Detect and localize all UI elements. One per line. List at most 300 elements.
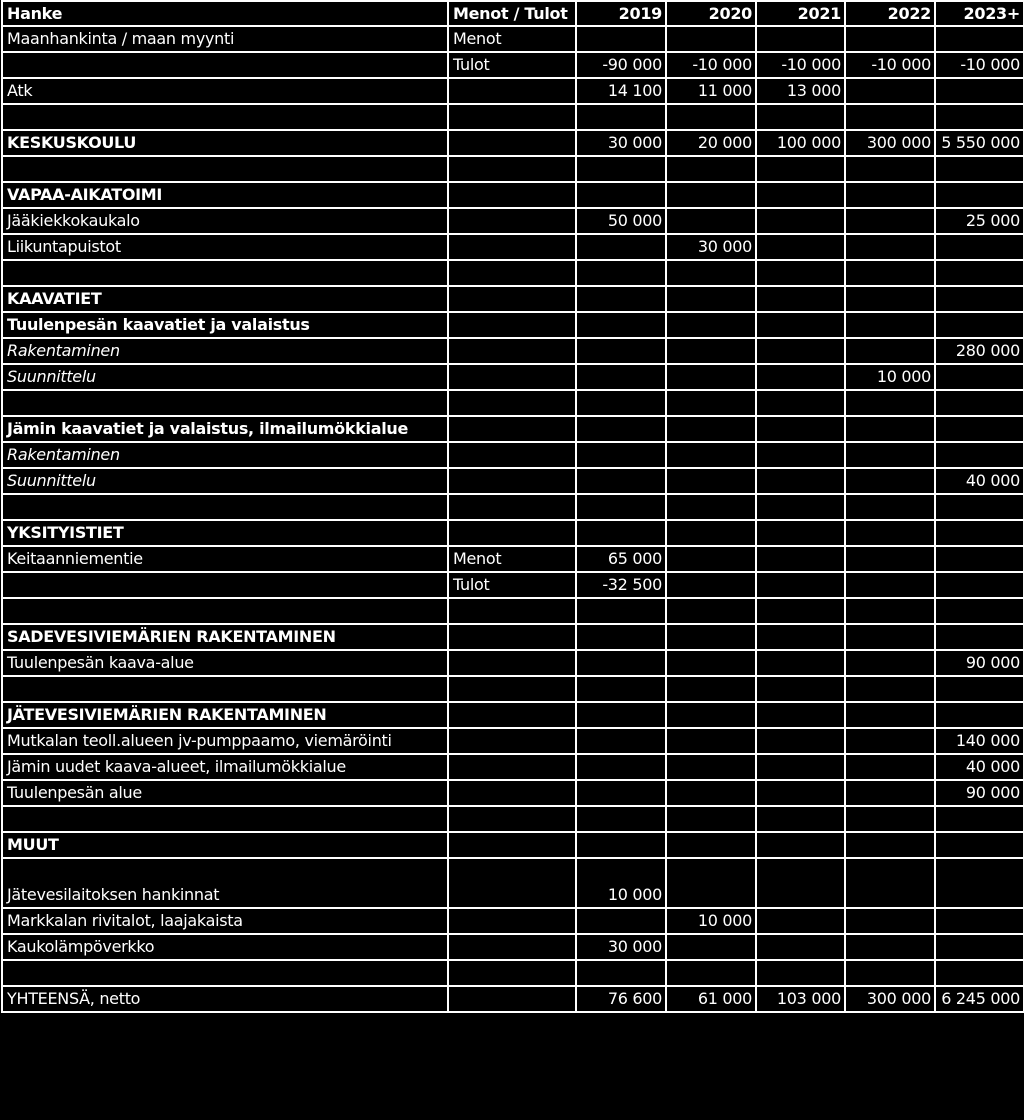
menot-tulot-cell[interactable] xyxy=(448,130,576,156)
empty-cell[interactable] xyxy=(935,494,1024,520)
project-label-cell[interactable]: Tuulenpesän kaavatiet ja valaistus xyxy=(2,312,448,338)
project-label-cell[interactable]: YHTEENSÄ, netto xyxy=(2,986,448,1012)
value-cell[interactable] xyxy=(845,546,935,572)
value-cell[interactable] xyxy=(845,520,935,546)
value-cell[interactable]: 280 000 xyxy=(935,338,1024,364)
value-cell[interactable] xyxy=(576,338,666,364)
empty-cell[interactable] xyxy=(2,156,448,182)
value-cell[interactable] xyxy=(666,468,756,494)
value-cell[interactable] xyxy=(756,208,845,234)
value-cell[interactable] xyxy=(666,858,756,908)
menot-tulot-cell[interactable]: Tulot xyxy=(448,52,576,78)
value-cell[interactable] xyxy=(756,934,845,960)
empty-cell[interactable] xyxy=(845,676,935,702)
value-cell[interactable] xyxy=(666,364,756,390)
empty-cell[interactable] xyxy=(756,806,845,832)
empty-cell[interactable] xyxy=(448,390,576,416)
menot-tulot-cell[interactable] xyxy=(448,416,576,442)
value-cell[interactable] xyxy=(576,364,666,390)
value-cell[interactable] xyxy=(935,702,1024,728)
empty-cell[interactable] xyxy=(2,104,448,130)
empty-cell[interactable] xyxy=(935,390,1024,416)
value-cell[interactable] xyxy=(935,182,1024,208)
value-cell[interactable] xyxy=(845,832,935,858)
empty-cell[interactable] xyxy=(576,806,666,832)
empty-cell[interactable] xyxy=(448,104,576,130)
value-cell[interactable] xyxy=(576,234,666,260)
value-cell[interactable]: 14 100 xyxy=(576,78,666,104)
value-cell[interactable]: 30 000 xyxy=(576,934,666,960)
value-cell[interactable]: 40 000 xyxy=(935,468,1024,494)
table-row xyxy=(2,934,1024,960)
empty-cell[interactable] xyxy=(666,960,756,986)
project-label-cell[interactable]: Liikuntapuistot xyxy=(2,234,448,260)
value-cell[interactable] xyxy=(576,416,666,442)
table-row xyxy=(2,52,1024,78)
value-cell[interactable] xyxy=(576,442,666,468)
value-cell[interactable] xyxy=(756,728,845,754)
value-cell[interactable] xyxy=(576,728,666,754)
project-label-cell[interactable]: KAAVATIET xyxy=(2,286,448,312)
value-cell[interactable] xyxy=(576,780,666,806)
project-label-cell[interactable]: YKSITYISTIET xyxy=(2,520,448,546)
value-cell[interactable] xyxy=(576,286,666,312)
value-cell[interactable]: 11 000 xyxy=(666,78,756,104)
value-cell[interactable] xyxy=(666,934,756,960)
menot-tulot-cell[interactable] xyxy=(448,908,576,934)
value-cell[interactable] xyxy=(845,858,935,908)
value-cell[interactable] xyxy=(756,650,845,676)
value-cell[interactable]: -10 000 xyxy=(935,52,1024,78)
empty-cell[interactable] xyxy=(935,598,1024,624)
value-cell[interactable] xyxy=(756,312,845,338)
value-cell[interactable] xyxy=(845,702,935,728)
value-cell[interactable] xyxy=(756,182,845,208)
menot-tulot-cell[interactable] xyxy=(448,364,576,390)
value-cell[interactable] xyxy=(756,286,845,312)
value-cell[interactable] xyxy=(576,908,666,934)
value-cell[interactable] xyxy=(756,546,845,572)
value-cell[interactable] xyxy=(666,650,756,676)
value-cell[interactable] xyxy=(666,416,756,442)
value-cell[interactable]: 10 000 xyxy=(666,908,756,934)
project-label-cell[interactable] xyxy=(2,52,448,78)
section-row xyxy=(2,286,1024,312)
empty-cell[interactable] xyxy=(666,260,756,286)
value-cell[interactable] xyxy=(845,754,935,780)
value-cell[interactable] xyxy=(666,208,756,234)
value-cell[interactable] xyxy=(845,728,935,754)
empty-cell[interactable] xyxy=(2,960,448,986)
value-cell[interactable] xyxy=(845,780,935,806)
value-cell[interactable] xyxy=(576,754,666,780)
value-cell[interactable] xyxy=(666,286,756,312)
empty-cell[interactable] xyxy=(2,806,448,832)
empty-cell[interactable] xyxy=(2,676,448,702)
project-label-cell[interactable]: Jämin kaavatiet ja valaistus, ilmailumökkialue xyxy=(2,416,448,442)
value-cell[interactable]: 13 000 xyxy=(756,78,845,104)
value-cell[interactable] xyxy=(935,234,1024,260)
table-row xyxy=(2,908,1024,934)
empty-cell[interactable] xyxy=(448,494,576,520)
project-label-cell[interactable]: Rakentaminen xyxy=(2,338,448,364)
value-cell[interactable] xyxy=(756,442,845,468)
value-cell[interactable] xyxy=(845,624,935,650)
value-cell[interactable]: 20 000 xyxy=(666,130,756,156)
value-cell[interactable] xyxy=(666,624,756,650)
project-label-cell[interactable]: Jätevesilaitoksen hankinnat xyxy=(2,858,448,908)
value-cell[interactable] xyxy=(756,858,845,908)
value-cell[interactable]: 30 000 xyxy=(666,234,756,260)
section-row xyxy=(2,182,1024,208)
value-cell[interactable] xyxy=(845,442,935,468)
empty-cell[interactable] xyxy=(666,806,756,832)
value-cell[interactable]: 103 000 xyxy=(756,986,845,1012)
value-cell[interactable] xyxy=(666,26,756,52)
value-cell[interactable] xyxy=(845,650,935,676)
project-label-cell[interactable]: JÄTEVESIVIEMÄRIEN RAKENTAMINEN xyxy=(2,702,448,728)
value-cell[interactable] xyxy=(756,234,845,260)
value-cell[interactable] xyxy=(845,338,935,364)
empty-cell[interactable] xyxy=(935,960,1024,986)
value-cell[interactable] xyxy=(845,286,935,312)
menot-tulot-cell[interactable] xyxy=(448,624,576,650)
value-cell[interactable] xyxy=(756,364,845,390)
empty-cell[interactable] xyxy=(756,390,845,416)
table-row xyxy=(2,234,1024,260)
value-cell[interactable] xyxy=(756,754,845,780)
empty-cell[interactable] xyxy=(2,598,448,624)
project-label-cell[interactable]: Tuulenpesän kaava-alue xyxy=(2,650,448,676)
table-row xyxy=(2,546,1024,572)
header-row xyxy=(2,1,1024,26)
value-cell[interactable]: -10 000 xyxy=(845,52,935,78)
empty-cell[interactable] xyxy=(756,156,845,182)
value-cell[interactable] xyxy=(576,468,666,494)
menot-tulot-cell[interactable] xyxy=(448,986,576,1012)
value-cell[interactable] xyxy=(666,520,756,546)
empty-cell[interactable] xyxy=(935,676,1024,702)
table-row xyxy=(2,78,1024,104)
menot-tulot-cell[interactable] xyxy=(448,728,576,754)
value-cell[interactable]: 10 000 xyxy=(576,858,666,908)
header-cell: 2019 xyxy=(576,1,666,26)
menot-tulot-cell[interactable] xyxy=(448,780,576,806)
value-cell[interactable] xyxy=(756,702,845,728)
spacer-row xyxy=(2,806,1024,832)
value-cell[interactable] xyxy=(756,572,845,598)
table-row xyxy=(2,858,1024,908)
value-cell[interactable] xyxy=(935,78,1024,104)
value-cell[interactable]: 300 000 xyxy=(845,130,935,156)
value-cell[interactable] xyxy=(576,26,666,52)
empty-cell[interactable] xyxy=(576,598,666,624)
value-cell[interactable] xyxy=(935,364,1024,390)
value-cell[interactable] xyxy=(845,234,935,260)
empty-cell[interactable] xyxy=(845,494,935,520)
value-cell[interactable] xyxy=(935,832,1024,858)
empty-cell[interactable] xyxy=(845,960,935,986)
value-cell[interactable] xyxy=(576,520,666,546)
project-label-cell[interactable] xyxy=(2,572,448,598)
value-cell[interactable] xyxy=(576,182,666,208)
project-label-cell[interactable]: Mutkalan teoll.alueen jv-pumppaamo, viemäröinti xyxy=(2,728,448,754)
header-cell: 2020 xyxy=(666,1,756,26)
empty-cell[interactable] xyxy=(448,960,576,986)
value-cell[interactable] xyxy=(756,26,845,52)
value-cell[interactable] xyxy=(845,182,935,208)
empty-cell[interactable] xyxy=(448,676,576,702)
empty-cell[interactable] xyxy=(576,494,666,520)
value-cell[interactable] xyxy=(935,546,1024,572)
menot-tulot-cell[interactable] xyxy=(448,832,576,858)
empty-cell[interactable] xyxy=(666,494,756,520)
empty-cell[interactable] xyxy=(845,156,935,182)
value-cell[interactable] xyxy=(935,442,1024,468)
value-cell[interactable]: 300 000 xyxy=(845,986,935,1012)
value-cell[interactable] xyxy=(666,780,756,806)
empty-cell[interactable] xyxy=(666,156,756,182)
value-cell[interactable] xyxy=(845,78,935,104)
table-row xyxy=(2,650,1024,676)
table-row xyxy=(2,754,1024,780)
value-cell[interactable] xyxy=(935,520,1024,546)
section-row xyxy=(2,416,1024,442)
value-cell[interactable] xyxy=(756,520,845,546)
header-cell: 2021 xyxy=(756,1,845,26)
section-row xyxy=(2,832,1024,858)
value-cell[interactable]: 40 000 xyxy=(935,754,1024,780)
project-label-cell[interactable]: Rakentaminen xyxy=(2,442,448,468)
empty-cell[interactable] xyxy=(756,260,845,286)
value-cell[interactable]: 90 000 xyxy=(935,780,1024,806)
value-cell[interactable] xyxy=(845,416,935,442)
value-cell[interactable] xyxy=(576,650,666,676)
value-cell[interactable]: -10 000 xyxy=(756,52,845,78)
investment-table xyxy=(1,0,1024,1013)
value-cell[interactable] xyxy=(935,572,1024,598)
value-cell[interactable] xyxy=(666,702,756,728)
menot-tulot-cell[interactable] xyxy=(448,442,576,468)
empty-cell[interactable] xyxy=(666,676,756,702)
section-row xyxy=(2,312,1024,338)
empty-cell[interactable] xyxy=(448,806,576,832)
menot-tulot-cell[interactable] xyxy=(448,468,576,494)
empty-cell[interactable] xyxy=(448,598,576,624)
empty-cell[interactable] xyxy=(845,104,935,130)
project-label-cell[interactable]: Suunnittelu xyxy=(2,468,448,494)
project-label-cell[interactable]: Keitaanniementie xyxy=(2,546,448,572)
empty-cell[interactable] xyxy=(576,156,666,182)
menot-tulot-cell[interactable] xyxy=(448,858,576,908)
menot-tulot-cell[interactable] xyxy=(448,78,576,104)
value-cell[interactable] xyxy=(576,624,666,650)
table-row xyxy=(2,572,1024,598)
menot-tulot-cell[interactable] xyxy=(448,934,576,960)
menot-tulot-cell[interactable] xyxy=(448,650,576,676)
value-cell[interactable] xyxy=(666,182,756,208)
project-label-cell[interactable]: Markkalan rivitalot, laajakaista xyxy=(2,908,448,934)
table-row xyxy=(2,468,1024,494)
empty-cell[interactable] xyxy=(935,806,1024,832)
section-row xyxy=(2,702,1024,728)
value-cell[interactable] xyxy=(845,26,935,52)
empty-cell[interactable] xyxy=(576,960,666,986)
empty-cell[interactable] xyxy=(935,260,1024,286)
value-cell[interactable] xyxy=(756,416,845,442)
value-cell[interactable]: -10 000 xyxy=(666,52,756,78)
value-cell[interactable] xyxy=(935,908,1024,934)
table-body xyxy=(2,26,1024,1012)
value-cell[interactable] xyxy=(935,624,1024,650)
project-label-cell[interactable]: Kaukolämpöverkko xyxy=(2,934,448,960)
project-label-cell[interactable]: Jämin uudet kaava-alueet, ilmailumökkialue xyxy=(2,754,448,780)
value-cell[interactable]: 65 000 xyxy=(576,546,666,572)
empty-cell[interactable] xyxy=(756,494,845,520)
project-label-cell[interactable]: Suunnittelu xyxy=(2,364,448,390)
value-cell[interactable]: 5 550 000 xyxy=(935,130,1024,156)
empty-cell[interactable] xyxy=(756,960,845,986)
empty-cell[interactable] xyxy=(666,598,756,624)
value-cell[interactable]: -32 500 xyxy=(576,572,666,598)
table-row xyxy=(2,780,1024,806)
value-cell[interactable] xyxy=(845,908,935,934)
value-cell[interactable] xyxy=(666,442,756,468)
value-cell[interactable] xyxy=(666,546,756,572)
project-label-cell[interactable]: SADEVESIVIEMÄRIEN RAKENTAMINEN xyxy=(2,624,448,650)
value-cell[interactable]: 90 000 xyxy=(935,650,1024,676)
menot-tulot-cell[interactable]: Menot xyxy=(448,546,576,572)
menot-tulot-cell[interactable] xyxy=(448,702,576,728)
value-cell[interactable]: 25 000 xyxy=(935,208,1024,234)
empty-cell[interactable] xyxy=(2,494,448,520)
menot-tulot-cell[interactable]: Menot xyxy=(448,26,576,52)
spacer-row xyxy=(2,960,1024,986)
value-cell[interactable] xyxy=(756,338,845,364)
table-row xyxy=(2,26,1024,52)
empty-cell[interactable] xyxy=(448,260,576,286)
value-cell[interactable] xyxy=(845,934,935,960)
project-label-cell[interactable]: KESKUSKOULU xyxy=(2,130,448,156)
empty-cell[interactable] xyxy=(666,390,756,416)
menot-tulot-cell[interactable] xyxy=(448,234,576,260)
project-label-cell[interactable]: MUUT xyxy=(2,832,448,858)
table-row xyxy=(2,986,1024,1012)
project-label-cell[interactable]: Jääkiekkokaukalo xyxy=(2,208,448,234)
value-cell[interactable]: -90 000 xyxy=(576,52,666,78)
empty-cell[interactable] xyxy=(756,598,845,624)
section-row xyxy=(2,520,1024,546)
spacer-row xyxy=(2,598,1024,624)
value-cell[interactable] xyxy=(666,832,756,858)
empty-cell[interactable] xyxy=(845,260,935,286)
value-cell[interactable]: 61 000 xyxy=(666,986,756,1012)
value-cell[interactable] xyxy=(935,312,1024,338)
value-cell[interactable] xyxy=(756,832,845,858)
menot-tulot-cell[interactable] xyxy=(448,312,576,338)
value-cell[interactable] xyxy=(666,728,756,754)
value-cell[interactable]: 100 000 xyxy=(756,130,845,156)
header-cell: 2023+ xyxy=(935,1,1024,26)
value-cell[interactable]: 50 000 xyxy=(576,208,666,234)
value-cell[interactable] xyxy=(935,934,1024,960)
value-cell[interactable] xyxy=(576,312,666,338)
empty-cell[interactable] xyxy=(845,598,935,624)
project-label-cell[interactable]: Atk xyxy=(2,78,448,104)
value-cell[interactable] xyxy=(845,468,935,494)
project-label-cell[interactable]: VAPAA-AIKATOIMI xyxy=(2,182,448,208)
value-cell[interactable] xyxy=(845,312,935,338)
empty-cell[interactable] xyxy=(845,390,935,416)
value-cell[interactable] xyxy=(666,338,756,364)
value-cell[interactable] xyxy=(756,468,845,494)
empty-cell[interactable] xyxy=(576,104,666,130)
empty-cell[interactable] xyxy=(2,390,448,416)
header-cell: Hanke xyxy=(2,1,448,26)
value-cell[interactable] xyxy=(935,858,1024,908)
menot-tulot-cell[interactable]: Tulot xyxy=(448,572,576,598)
value-cell[interactable] xyxy=(666,312,756,338)
table-row xyxy=(2,442,1024,468)
table-row xyxy=(2,208,1024,234)
value-cell[interactable] xyxy=(756,780,845,806)
value-cell[interactable] xyxy=(756,624,845,650)
empty-cell[interactable] xyxy=(756,676,845,702)
spacer-row xyxy=(2,104,1024,130)
value-cell[interactable] xyxy=(576,702,666,728)
value-cell[interactable] xyxy=(666,572,756,598)
value-cell[interactable]: 10 000 xyxy=(845,364,935,390)
empty-cell[interactable] xyxy=(448,156,576,182)
spacer-row xyxy=(2,494,1024,520)
spacer-row xyxy=(2,260,1024,286)
value-cell[interactable] xyxy=(576,832,666,858)
table-row xyxy=(2,728,1024,754)
project-label-cell[interactable]: Tuulenpesän alue xyxy=(2,780,448,806)
project-label-cell[interactable]: Maanhankinta / maan myynti xyxy=(2,26,448,52)
value-cell[interactable] xyxy=(666,754,756,780)
empty-cell[interactable] xyxy=(576,390,666,416)
menot-tulot-cell[interactable] xyxy=(448,754,576,780)
empty-cell[interactable] xyxy=(576,676,666,702)
section-row xyxy=(2,130,1024,156)
section-row xyxy=(2,624,1024,650)
empty-cell[interactable] xyxy=(2,260,448,286)
empty-cell[interactable] xyxy=(935,156,1024,182)
value-cell[interactable]: 6 245 000 xyxy=(935,986,1024,1012)
value-cell[interactable]: 30 000 xyxy=(576,130,666,156)
value-cell[interactable]: 140 000 xyxy=(935,728,1024,754)
value-cell[interactable] xyxy=(845,208,935,234)
menot-tulot-cell[interactable] xyxy=(448,286,576,312)
menot-tulot-cell[interactable] xyxy=(448,520,576,546)
menot-tulot-cell[interactable] xyxy=(448,182,576,208)
value-cell[interactable] xyxy=(756,908,845,934)
value-cell[interactable] xyxy=(845,572,935,598)
value-cell[interactable]: 76 600 xyxy=(576,986,666,1012)
value-cell[interactable] xyxy=(935,26,1024,52)
empty-cell[interactable] xyxy=(666,104,756,130)
menot-tulot-cell[interactable] xyxy=(448,338,576,364)
value-cell[interactable] xyxy=(935,416,1024,442)
value-cell[interactable] xyxy=(935,286,1024,312)
empty-cell[interactable] xyxy=(576,260,666,286)
menot-tulot-cell[interactable] xyxy=(448,208,576,234)
empty-cell[interactable] xyxy=(756,104,845,130)
spacer-row xyxy=(2,676,1024,702)
empty-cell[interactable] xyxy=(845,806,935,832)
empty-cell[interactable] xyxy=(935,104,1024,130)
